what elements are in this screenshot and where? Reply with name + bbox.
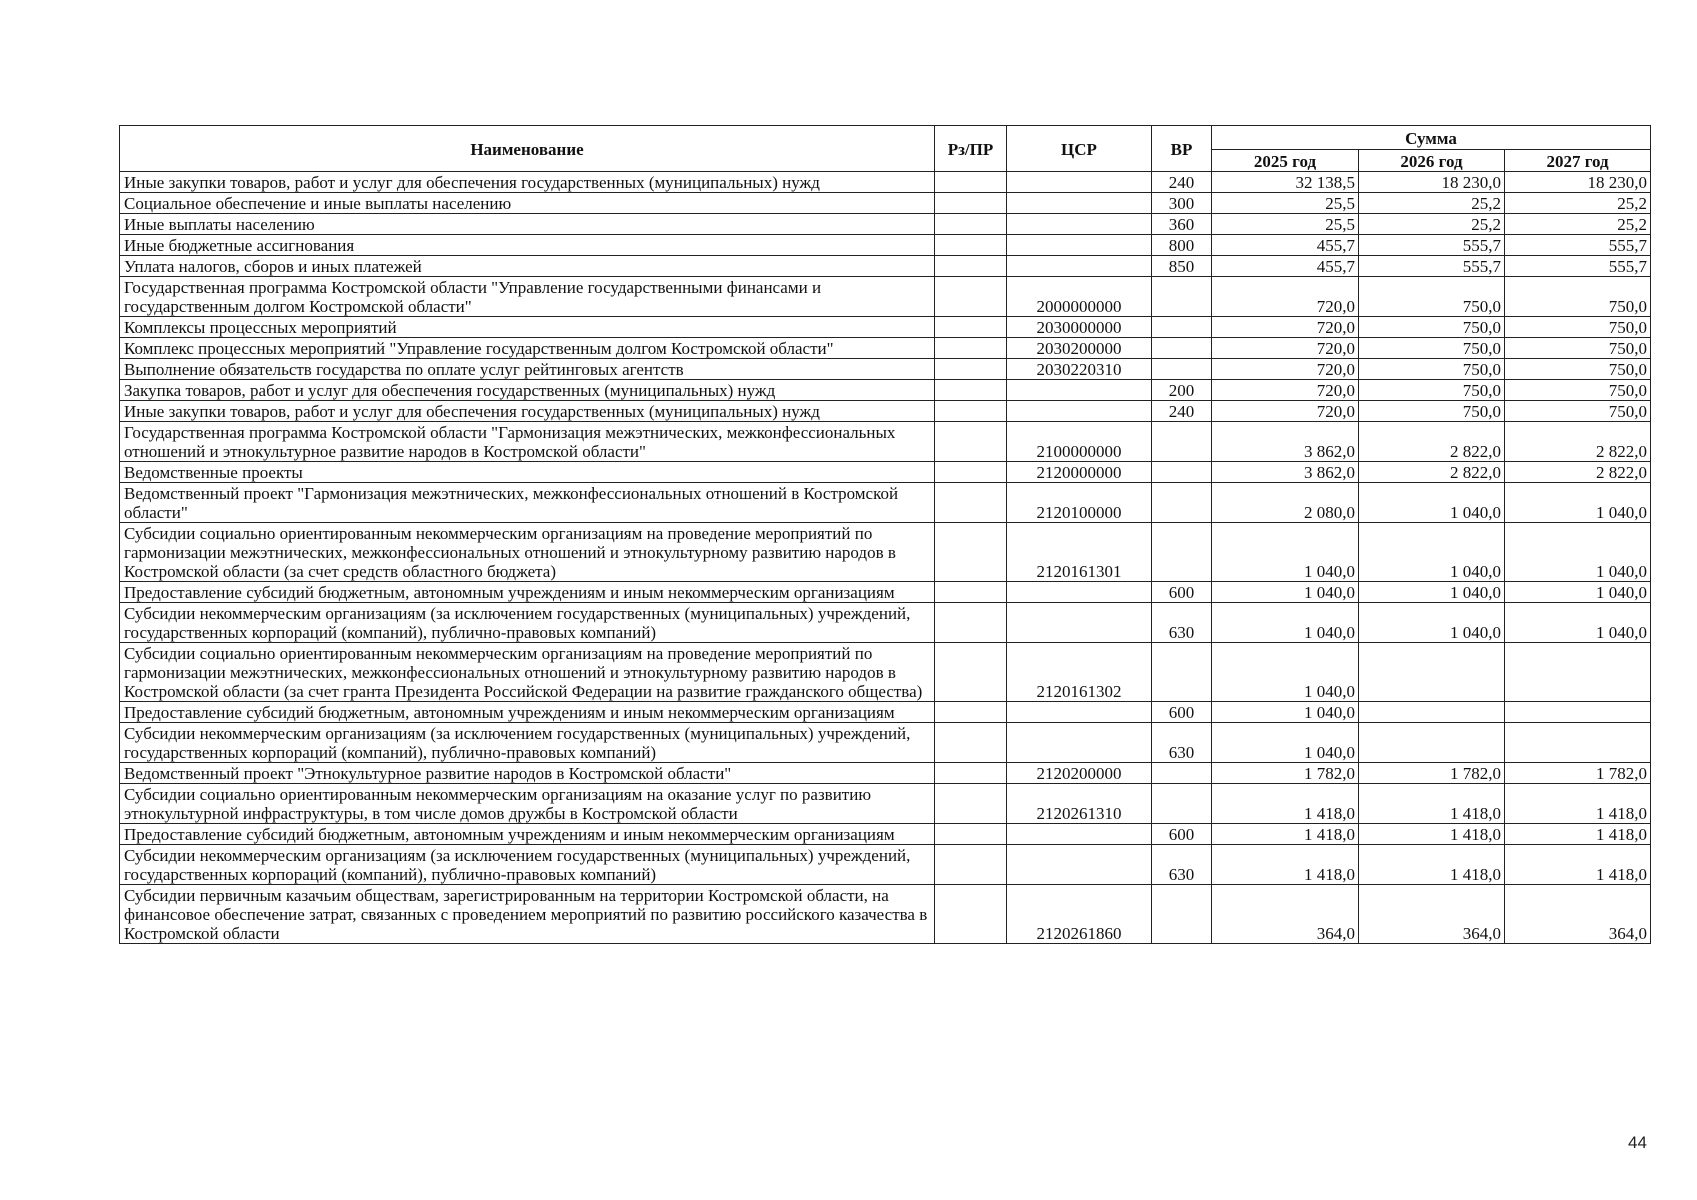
table-row	[120, 193, 1651, 214]
header-sum: Сумма	[1212, 126, 1651, 150]
cell-rzpr	[935, 172, 1007, 193]
cell-name: Государственная программа Костромской области "Гармонизация межэтнических, межконфессиональных отношений и этнокультурное развитие народов в Костромской области"	[120, 422, 935, 462]
table-row	[120, 359, 1651, 380]
cell-rzpr	[935, 763, 1007, 784]
cell-rzpr	[935, 845, 1007, 885]
cell-vr	[1152, 483, 1212, 523]
cell-vr	[1152, 422, 1212, 462]
cell-rzpr	[935, 702, 1007, 723]
cell-rzpr	[935, 603, 1007, 643]
cell-2026: 1 040,0	[1359, 582, 1505, 603]
table-row	[120, 582, 1651, 603]
cell-rzpr	[935, 784, 1007, 824]
cell-name: Предоставление субсидий бюджетным, автономным учреждениям и иным некоммерческим организациям	[120, 582, 935, 603]
cell-csr	[1007, 214, 1152, 235]
cell-csr: 2120161301	[1007, 523, 1152, 582]
cell-csr: 2120200000	[1007, 763, 1152, 784]
cell-2026: 1 418,0	[1359, 845, 1505, 885]
cell-vr: 630	[1152, 723, 1212, 763]
cell-2025: 1 418,0	[1212, 784, 1359, 824]
cell-2025: 1 040,0	[1212, 723, 1359, 763]
cell-2027: 750,0	[1505, 277, 1651, 317]
cell-2025: 720,0	[1212, 277, 1359, 317]
cell-csr: 2030000000	[1007, 317, 1152, 338]
cell-csr: 2120100000	[1007, 483, 1152, 523]
cell-2025: 720,0	[1212, 317, 1359, 338]
cell-name: Государственная программа Костромской области "Управление государственными финансами и государственным долгом Костромской области"	[120, 277, 935, 317]
cell-2026	[1359, 723, 1505, 763]
cell-2025: 455,7	[1212, 235, 1359, 256]
cell-rzpr	[935, 359, 1007, 380]
cell-2025: 364,0	[1212, 885, 1359, 944]
cell-2027: 555,7	[1505, 235, 1651, 256]
cell-2025: 3 862,0	[1212, 422, 1359, 462]
cell-name: Иные закупки товаров, работ и услуг для обеспечения государственных (муниципальных) нужд	[120, 401, 935, 422]
cell-csr	[1007, 401, 1152, 422]
cell-2026: 750,0	[1359, 317, 1505, 338]
header-csr: ЦСР	[1007, 126, 1152, 172]
header-2027: 2027 год	[1505, 150, 1651, 172]
cell-2025: 1 782,0	[1212, 763, 1359, 784]
cell-csr	[1007, 172, 1152, 193]
cell-2026: 750,0	[1359, 359, 1505, 380]
table-row	[120, 483, 1651, 523]
cell-2027: 1 782,0	[1505, 763, 1651, 784]
table-row	[120, 256, 1651, 277]
table-row	[120, 523, 1651, 582]
cell-2027: 750,0	[1505, 380, 1651, 401]
cell-2026: 750,0	[1359, 401, 1505, 422]
cell-vr: 240	[1152, 401, 1212, 422]
cell-2026	[1359, 643, 1505, 702]
cell-vr	[1152, 359, 1212, 380]
table-row	[120, 885, 1651, 944]
table-row	[120, 702, 1651, 723]
cell-vr: 800	[1152, 235, 1212, 256]
cell-2026: 2 822,0	[1359, 462, 1505, 483]
cell-name: Предоставление субсидий бюджетным, автономным учреждениям и иным некоммерческим организациям	[120, 702, 935, 723]
table-body	[120, 172, 1651, 944]
page-number: 44	[1628, 1133, 1647, 1152]
cell-name: Субсидии некоммерческим организациям (за исключением государственных (муниципальных) учреждений, государственных корпораций (компаний), публично-правовых компаний)	[120, 723, 935, 763]
cell-2026: 750,0	[1359, 277, 1505, 317]
cell-vr: 630	[1152, 603, 1212, 643]
table-row	[120, 462, 1651, 483]
table-row	[120, 845, 1651, 885]
cell-name: Предоставление субсидий бюджетным, автономным учреждениям и иным некоммерческим организациям	[120, 824, 935, 845]
table-row	[120, 824, 1651, 845]
cell-rzpr	[935, 256, 1007, 277]
cell-csr	[1007, 603, 1152, 643]
cell-2025: 1 040,0	[1212, 603, 1359, 643]
cell-name: Уплата налогов, сборов и иных платежей	[120, 256, 935, 277]
cell-2027: 1 418,0	[1505, 784, 1651, 824]
cell-rzpr	[935, 422, 1007, 462]
cell-name: Ведомственный проект "Гармонизация межэтнических, межконфессиональных отношений в Костромской области"	[120, 483, 935, 523]
cell-2026: 1 040,0	[1359, 483, 1505, 523]
cell-rzpr	[935, 483, 1007, 523]
cell-2027: 25,2	[1505, 193, 1651, 214]
budget-table	[119, 125, 1651, 944]
cell-csr: 2100000000	[1007, 422, 1152, 462]
cell-vr: 630	[1152, 845, 1212, 885]
cell-vr	[1152, 763, 1212, 784]
cell-name: Социальное обеспечение и иные выплаты населению	[120, 193, 935, 214]
table-row	[120, 235, 1651, 256]
cell-2027: 1 418,0	[1505, 824, 1651, 845]
cell-vr	[1152, 523, 1212, 582]
cell-2027: 2 822,0	[1505, 422, 1651, 462]
cell-vr: 850	[1152, 256, 1212, 277]
cell-rzpr	[935, 824, 1007, 845]
header-name: Наименование	[120, 126, 935, 172]
cell-vr	[1152, 462, 1212, 483]
cell-2026: 750,0	[1359, 380, 1505, 401]
cell-2025: 32 138,5	[1212, 172, 1359, 193]
cell-vr	[1152, 338, 1212, 359]
cell-name: Ведомственные проекты	[120, 462, 935, 483]
cell-2027: 364,0	[1505, 885, 1651, 944]
cell-2025: 1 418,0	[1212, 824, 1359, 845]
cell-2025: 1 040,0	[1212, 643, 1359, 702]
header-2025: 2025 год	[1212, 150, 1359, 172]
table-row	[120, 763, 1651, 784]
cell-csr: 2120261310	[1007, 784, 1152, 824]
table-row	[120, 277, 1651, 317]
cell-rzpr	[935, 401, 1007, 422]
cell-vr: 600	[1152, 824, 1212, 845]
cell-2027: 750,0	[1505, 359, 1651, 380]
cell-2025: 720,0	[1212, 359, 1359, 380]
cell-name: Иные выплаты населению	[120, 214, 935, 235]
cell-name: Комплекс процессных мероприятий "Управление государственным долгом Костромской области"	[120, 338, 935, 359]
cell-2027: 2 822,0	[1505, 462, 1651, 483]
cell-2025: 720,0	[1212, 338, 1359, 359]
cell-2027: 1 418,0	[1505, 845, 1651, 885]
cell-vr: 200	[1152, 380, 1212, 401]
cell-2026: 555,7	[1359, 235, 1505, 256]
cell-2027: 750,0	[1505, 401, 1651, 422]
cell-name: Субсидии первичным казачьим обществам, зарегистрированным на территории Костромской области, на финансовое обеспечение затрат, связанных с проведением мероприятий по развитию российского казачества в Костромской области	[120, 885, 935, 944]
cell-2025: 1 418,0	[1212, 845, 1359, 885]
table-row	[120, 214, 1651, 235]
cell-rzpr	[935, 277, 1007, 317]
table-row	[120, 172, 1651, 193]
cell-name: Субсидии некоммерческим организациям (за исключением государственных (муниципальных) учреждений, государственных корпораций (компаний), публично-правовых компаний)	[120, 603, 935, 643]
table-row	[120, 723, 1651, 763]
cell-2027: 25,2	[1505, 214, 1651, 235]
cell-2025: 1 040,0	[1212, 702, 1359, 723]
cell-vr	[1152, 784, 1212, 824]
cell-2026: 25,2	[1359, 193, 1505, 214]
header-2026: 2026 год	[1359, 150, 1505, 172]
cell-rzpr	[935, 582, 1007, 603]
header-vr: ВР	[1152, 126, 1212, 172]
cell-2026: 1 782,0	[1359, 763, 1505, 784]
cell-2027: 18 230,0	[1505, 172, 1651, 193]
cell-rzpr	[935, 317, 1007, 338]
cell-vr: 600	[1152, 702, 1212, 723]
table-row	[120, 401, 1651, 422]
cell-rzpr	[935, 885, 1007, 944]
table-header	[120, 126, 1651, 172]
cell-vr	[1152, 885, 1212, 944]
cell-2026: 1 040,0	[1359, 523, 1505, 582]
table-row	[120, 380, 1651, 401]
cell-csr	[1007, 582, 1152, 603]
cell-2025: 1 040,0	[1212, 582, 1359, 603]
cell-csr: 2030200000	[1007, 338, 1152, 359]
cell-2025: 25,5	[1212, 214, 1359, 235]
cell-name: Комплексы процессных мероприятий	[120, 317, 935, 338]
cell-rzpr	[935, 462, 1007, 483]
cell-2025: 3 862,0	[1212, 462, 1359, 483]
cell-csr: 2030220310	[1007, 359, 1152, 380]
cell-2027: 1 040,0	[1505, 603, 1651, 643]
cell-csr	[1007, 235, 1152, 256]
cell-2027: 555,7	[1505, 256, 1651, 277]
cell-csr	[1007, 380, 1152, 401]
cell-vr	[1152, 317, 1212, 338]
cell-2026: 1 040,0	[1359, 603, 1505, 643]
cell-2025: 720,0	[1212, 380, 1359, 401]
cell-name: Ведомственный проект "Этнокультурное развитие народов в Костромской области"	[120, 763, 935, 784]
cell-vr: 240	[1152, 172, 1212, 193]
cell-2027: 750,0	[1505, 338, 1651, 359]
table-row	[120, 784, 1651, 824]
cell-rzpr	[935, 643, 1007, 702]
cell-csr: 2120161302	[1007, 643, 1152, 702]
cell-csr: 2120000000	[1007, 462, 1152, 483]
cell-csr	[1007, 193, 1152, 214]
cell-name: Субсидии социально ориентированным некоммерческим организациям на проведение мероприятий по гармонизации межэтнических, межконфессиональных отношений и этнокультурному развитию народов в Костромской области (за счет гранта Президента Российской Федерации на развитие гражданского общества)	[120, 643, 935, 702]
header-rzpr: Рз/ПР	[935, 126, 1007, 172]
cell-name: Субсидии социально ориентированным некоммерческим организациям на оказание услуг по развитию этнокультурной инфраструктуры, в том числе домов дружбы в Костромской области	[120, 784, 935, 824]
cell-csr	[1007, 256, 1152, 277]
cell-vr: 360	[1152, 214, 1212, 235]
cell-2026: 1 418,0	[1359, 784, 1505, 824]
cell-2027: 1 040,0	[1505, 523, 1651, 582]
table-row	[120, 422, 1651, 462]
cell-2026: 18 230,0	[1359, 172, 1505, 193]
cell-2027: 1 040,0	[1505, 582, 1651, 603]
cell-2025: 720,0	[1212, 401, 1359, 422]
cell-csr	[1007, 702, 1152, 723]
cell-vr: 600	[1152, 582, 1212, 603]
cell-2026: 2 822,0	[1359, 422, 1505, 462]
cell-name: Субсидии некоммерческим организациям (за исключением государственных (муниципальных) учреждений, государственных корпораций (компаний), публично-правовых компаний)	[120, 845, 935, 885]
table-row	[120, 317, 1651, 338]
cell-2025: 2 080,0	[1212, 483, 1359, 523]
cell-2027: 1 040,0	[1505, 483, 1651, 523]
cell-csr: 2120261860	[1007, 885, 1152, 944]
cell-name: Субсидии социально ориентированным некоммерческим организациям на проведение мероприятий по гармонизации межэтнических, межконфессиональных отношений и этнокультурному развитию народов в Костромской области (за счет средств областного бюджета)	[120, 523, 935, 582]
table-row	[120, 338, 1651, 359]
cell-rzpr	[935, 235, 1007, 256]
table-row	[120, 643, 1651, 702]
cell-2026: 25,2	[1359, 214, 1505, 235]
cell-csr: 2000000000	[1007, 277, 1152, 317]
cell-2026: 555,7	[1359, 256, 1505, 277]
cell-vr: 300	[1152, 193, 1212, 214]
cell-csr	[1007, 845, 1152, 885]
cell-2026: 1 418,0	[1359, 824, 1505, 845]
cell-csr	[1007, 824, 1152, 845]
cell-rzpr	[935, 523, 1007, 582]
cell-2027	[1505, 723, 1651, 763]
cell-rzpr	[935, 214, 1007, 235]
cell-rzpr	[935, 723, 1007, 763]
cell-name: Закупка товаров, работ и услуг для обеспечения государственных (муниципальных) нужд	[120, 380, 935, 401]
table-row	[120, 603, 1651, 643]
cell-2027: 750,0	[1505, 317, 1651, 338]
cell-name: Иные закупки товаров, работ и услуг для обеспечения государственных (муниципальных) нужд	[120, 172, 935, 193]
cell-2026: 364,0	[1359, 885, 1505, 944]
cell-2027	[1505, 702, 1651, 723]
cell-rzpr	[935, 338, 1007, 359]
cell-2026: 750,0	[1359, 338, 1505, 359]
cell-2025: 1 040,0	[1212, 523, 1359, 582]
cell-2025: 25,5	[1212, 193, 1359, 214]
cell-rzpr	[935, 380, 1007, 401]
cell-rzpr	[935, 193, 1007, 214]
cell-vr	[1152, 277, 1212, 317]
cell-vr	[1152, 643, 1212, 702]
cell-2025: 455,7	[1212, 256, 1359, 277]
cell-name: Иные бюджетные ассигнования	[120, 235, 935, 256]
cell-name: Выполнение обязательств государства по оплате услуг рейтинговых агентств	[120, 359, 935, 380]
cell-2027	[1505, 643, 1651, 702]
cell-2026	[1359, 702, 1505, 723]
cell-csr	[1007, 723, 1152, 763]
